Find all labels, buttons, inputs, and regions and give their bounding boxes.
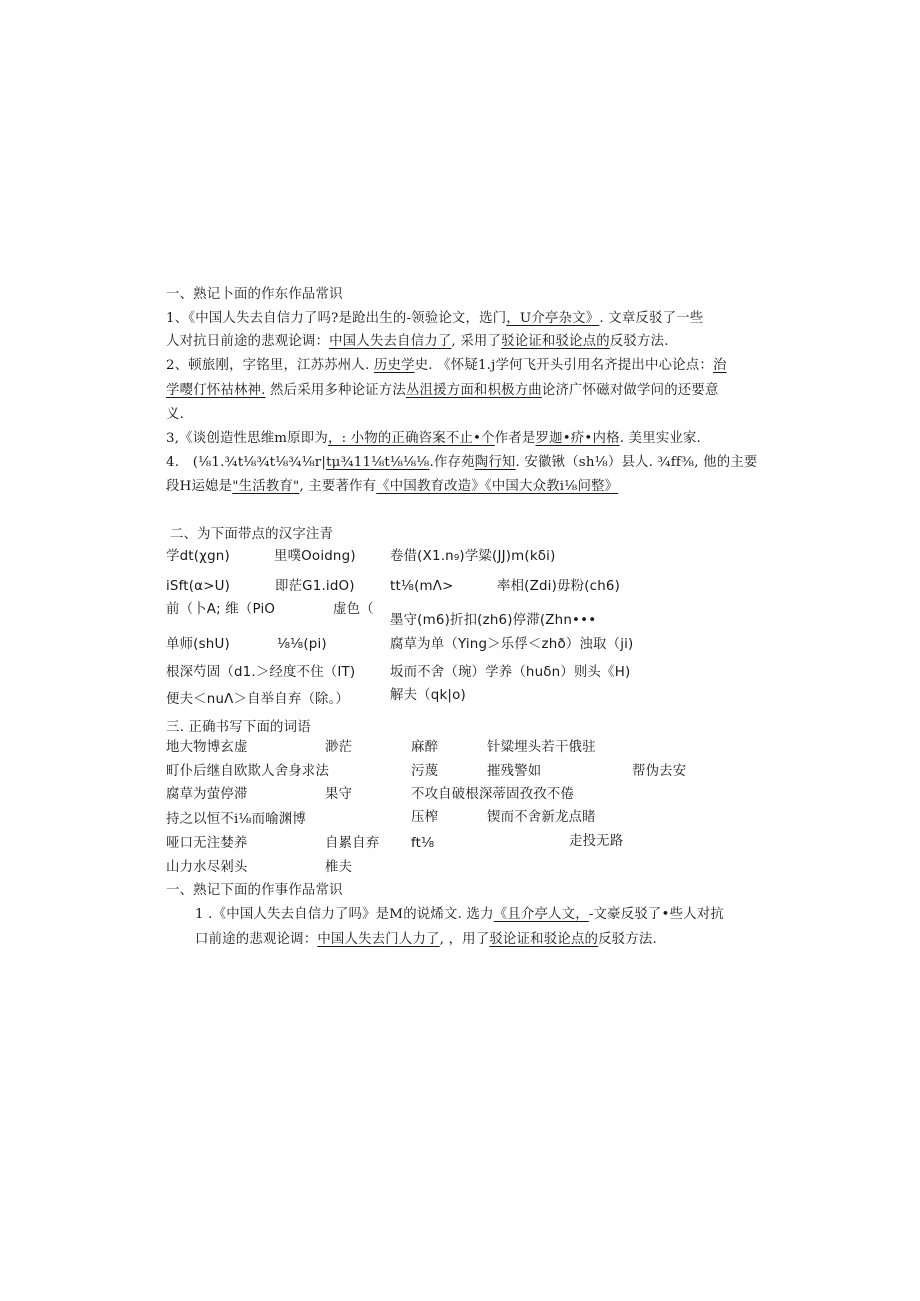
pinyin-cell: 虚色（ bbox=[333, 602, 374, 617]
pinyin-cell: 前（卜A; 维（PiO bbox=[166, 602, 276, 617]
underlined-text: 驳论证和驳论点的 bbox=[489, 932, 599, 947]
word-cell: 摧残警如 bbox=[487, 764, 542, 779]
section4-heading: 一、熟记下面的作事作品常识 bbox=[166, 883, 343, 898]
word-cell: 町仆后继自欧欺人舍身求法 bbox=[166, 764, 330, 779]
pinyin-cell: 墨守(m6)折扣(zh6)停滞(Zhn••• bbox=[390, 613, 597, 628]
word-cell: 污蔑 bbox=[411, 764, 439, 779]
text: 1、《中国人失去自信力了吗?是跄出生的-领验论文，选门 bbox=[166, 311, 507, 326]
text: 3,《谈创造性思维m原即为 bbox=[166, 431, 328, 446]
underlined-text: 治 bbox=[712, 358, 727, 373]
text: 段H运媳是 bbox=[166, 479, 233, 494]
pinyin-cell: 单师(shU) bbox=[166, 637, 230, 652]
section1-item4-line1 bbox=[166, 453, 758, 473]
section1-heading: 一、熟记卜面的作东作品常识 bbox=[166, 287, 343, 302]
underlined-text: 历史学 bbox=[373, 358, 415, 373]
pinyin-cell: 率相(Zdi)毋粉(ch6) bbox=[497, 579, 621, 594]
text: 反驳方法. bbox=[598, 932, 657, 947]
pinyin-cell: 便夫＜nuΛ＞自举自弃（除。） bbox=[166, 692, 350, 707]
pinyin-cell: 里噗Ooidng) bbox=[274, 549, 356, 564]
word-cell: 山力水尽剁头 bbox=[166, 860, 248, 875]
word-cell: 帮伪去安 bbox=[632, 764, 687, 779]
underlined-text: 中国人失去门人力了 bbox=[317, 932, 440, 947]
word-cell: 走投无路 bbox=[569, 834, 624, 849]
word-cell: 哑口无注婪养 bbox=[166, 836, 248, 851]
section1-item1-line1 bbox=[166, 309, 703, 329]
text: 2、顿旅刚，字铭里，江苏苏州人. bbox=[166, 358, 374, 373]
text: -文豪反驳了•些人对抗 bbox=[588, 907, 724, 922]
section1-item2-line2 bbox=[166, 381, 719, 401]
word-cell: 地大物博玄虚 bbox=[166, 740, 248, 755]
underlined-text: "生活教育" bbox=[232, 479, 300, 494]
underlined-text: 驳论证和驳论点的 bbox=[501, 334, 610, 349]
text: , 采用了 bbox=[451, 334, 502, 349]
section4-item1-line1 bbox=[195, 905, 724, 925]
pinyin-cell: 卷借(X1.n₉)学粱(JJ)m(kδi) bbox=[390, 549, 556, 564]
word-cell: 锲而不舍新龙点睹 bbox=[487, 810, 596, 825]
section3-heading: 三. 正确书写下面的词语 bbox=[166, 720, 311, 735]
underlined-text: ，U介亭杂文》 bbox=[506, 311, 600, 326]
text: . 安徽锹（sh⅛）县人. ¾ff⅜, 他的主要 bbox=[515, 455, 758, 470]
text: . 美里实业家. bbox=[619, 431, 702, 446]
section4-item1-line2 bbox=[195, 930, 657, 950]
underlined-text: ，: 小物的正确咨案不止•个 bbox=[327, 431, 495, 446]
word-cell: 渺茫 bbox=[325, 740, 353, 755]
word-cell: 压榨 bbox=[411, 810, 439, 825]
word-cell: 不攻自破根深蒂固孜孜不倦 bbox=[411, 787, 575, 802]
word-cell: 自累自弃 bbox=[325, 836, 380, 851]
text: 4. (⅛1.¾t⅛¾t⅛¾⅛r| bbox=[166, 455, 327, 470]
text: 口前途的悲观论调： bbox=[195, 932, 318, 947]
section1-item2-line1 bbox=[166, 356, 727, 376]
pinyin-cell: 根深芍固（d1.＞经度不住（IT) bbox=[166, 665, 356, 680]
text: 然后采用多种论证方法 bbox=[265, 383, 406, 398]
text: 反驳方法. bbox=[609, 334, 669, 349]
underlined-text: tμ¾11⅛t⅛⅛⅛ bbox=[326, 455, 430, 470]
word-cell: 腐草为萤停滞 bbox=[166, 787, 248, 802]
text: 论济广怀磁对做学问的还要意 bbox=[541, 383, 719, 398]
section2-heading: 二、为下面带点的汉字注青 bbox=[170, 527, 334, 542]
text: . 文章反驳了一些 bbox=[599, 311, 704, 326]
pinyin-cell: 坂而不舍（琬）学养（huδn）则头《H) bbox=[390, 665, 631, 680]
word-cell: 针粱埋头若干俄驻 bbox=[487, 740, 596, 755]
pinyin-cell: 学dt(χgn) bbox=[166, 549, 230, 564]
underlined-text: 中国人失去自信力了 bbox=[329, 334, 452, 349]
section1-item3 bbox=[166, 429, 701, 449]
underlined-text: 学嘤仃怀祜林神. bbox=[166, 383, 266, 398]
pinyin-cell: 腐草为单（Ying＞乐俘＜zhð）浊取（ji) bbox=[390, 637, 634, 652]
word-cell: 椎夫 bbox=[325, 860, 353, 875]
pinyin-cell: 解夫（qk|o) bbox=[390, 688, 466, 703]
word-cell: ft⅛ bbox=[411, 836, 435, 851]
word-cell: 果守 bbox=[325, 787, 353, 802]
pinyin-cell: iSft(α>U) bbox=[166, 579, 231, 594]
section1-item4-line2 bbox=[166, 477, 618, 497]
text: , 主要著作有 bbox=[299, 479, 377, 494]
text: 人对抗日前途的悲观论调： bbox=[166, 334, 330, 349]
word-cell: 持之以恒不i⅛而喻渊博 bbox=[166, 812, 306, 827]
underlined-text: 丛沮援方面和枳极方曲 bbox=[405, 383, 542, 398]
text: 史. 《怀疑1.j学何飞开头引用名齐提出中心论点： bbox=[414, 358, 713, 373]
underlined-text: 罗迦•疥•内格 bbox=[535, 431, 620, 446]
underlined-text: 《且介亭人文， bbox=[493, 907, 589, 922]
text: 1 .《中国人失去自信力了吗》是M的说烯文. 选力 bbox=[195, 907, 494, 922]
text: .作存苑 bbox=[429, 455, 475, 470]
pinyin-cell: 即茫G1.idO) bbox=[275, 579, 355, 594]
section1-item1-line2 bbox=[166, 332, 669, 352]
text: , ，用了 bbox=[439, 932, 490, 947]
underlined-text: 《中国教育改造》《中国大众教i⅛问整》 bbox=[376, 479, 619, 494]
text: 作者是 bbox=[494, 431, 536, 446]
section1-item2-line3: 义. bbox=[166, 407, 185, 422]
pinyin-cell: tt⅛(mΛ> bbox=[390, 579, 454, 594]
word-cell: 麻醉 bbox=[411, 740, 439, 755]
pinyin-cell: ⅛⅛(pi) bbox=[277, 637, 327, 652]
underlined-text: 陶行知 bbox=[474, 455, 516, 470]
